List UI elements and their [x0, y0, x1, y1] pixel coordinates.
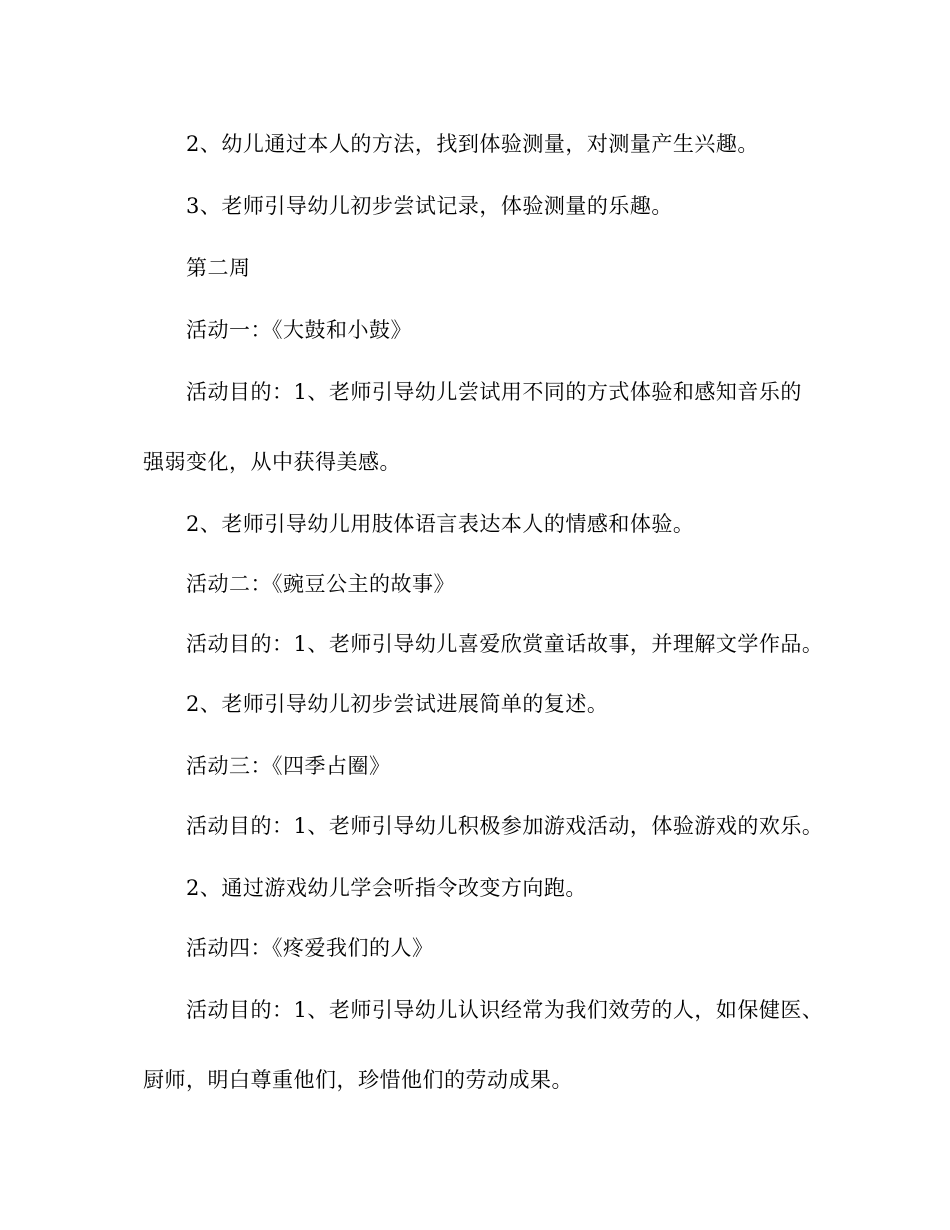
paragraph-line: 厨师，明白尊重他们，珍惜他们的劳动成果。 — [143, 1068, 573, 1092]
paragraph-line: 强弱变化，从中获得美感。 — [143, 450, 401, 474]
paragraph-line: 活动目的：1、老师引导幼儿喜爱欣赏童话故事，并理解文学作品。 — [186, 632, 824, 656]
section-heading: 第二周 — [186, 256, 251, 280]
activity-title: 活动四：《疼爱我们的人》 — [186, 936, 434, 960]
paragraph-line: 3、老师引导幼儿初步尝试记录，体验测量的乐趣。 — [186, 194, 673, 218]
paragraph-line: 2、老师引导幼儿用肢体语言表达本人的情感和体验。 — [186, 512, 695, 536]
activity-title: 活动一：《大鼓和小鼓》 — [186, 318, 412, 342]
paragraph-line: 2、老师引导幼儿初步尝试进展简单的复述。 — [186, 692, 609, 716]
paragraph-line: 活动目的：1、老师引导幼儿认识经常为我们效劳的人，如保健医、 — [186, 998, 824, 1022]
activity-title: 活动二：《豌豆公主的故事》 — [186, 572, 455, 596]
paragraph-line: 活动目的：1、老师引导幼儿尝试用不同的方式体验和感知音乐的 — [186, 380, 802, 404]
paragraph-line: 2、幼儿通过本人的方法，找到体验测量，对测量产生兴趣。 — [186, 132, 759, 156]
paragraph-line: 2、通过游戏幼儿学会听指令改变方向跑。 — [186, 876, 587, 900]
paragraph-line: 活动目的：1、老师引导幼儿积极参加游戏活动，体验游戏的欢乐。 — [186, 814, 824, 838]
activity-title: 活动三：《四季占圈》 — [186, 754, 391, 778]
